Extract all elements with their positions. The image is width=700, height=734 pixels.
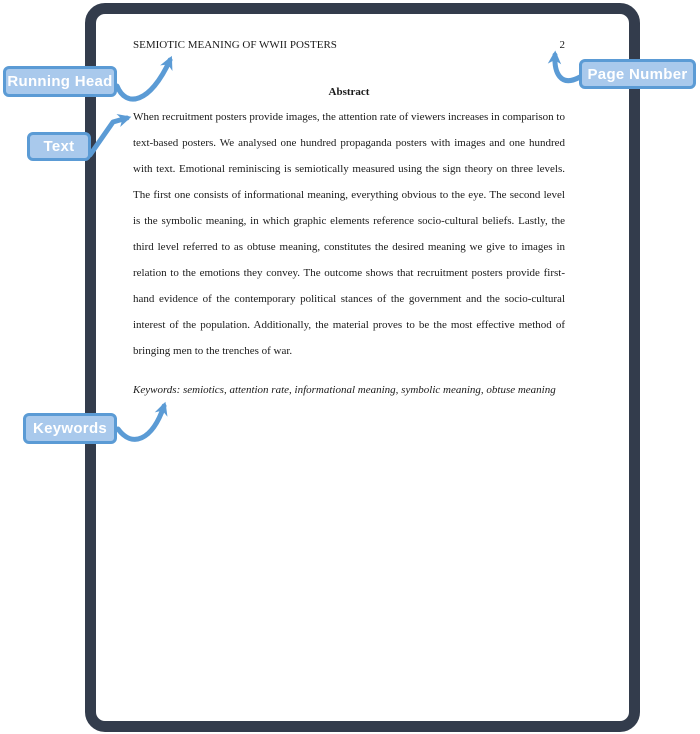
page-header	[133, 39, 565, 51]
keywords-callout: Keywords	[23, 413, 117, 444]
running-head-callout: Running Head	[3, 66, 117, 97]
page-number-text: 2	[559, 39, 565, 51]
running-head-text: SEMIOTIC MEANING OF WWII POSTERS	[133, 39, 337, 51]
text-callout: Text	[27, 132, 91, 161]
abstract-paragraph: When recruitment posters provide images, the attention rate of viewers increases in comparison to text-based posters. We analysed one hundred propaganda posters with images and one hundred with text. Emotional reminiscing is semiotically measured using the sign theory on three levels. The first one consists of informational meaning, everything obvious to the eye. The second level is the symbolic meaning, in which graphic elements reference socio-cultural beliefs. Lastly, the third level referred to as obtuse meaning, constitutes the desired meaning we give to images in relation to the emotions they convey. The outcome shows that recruitment posters provide first-hand evidence of the contemporary political stances of the government and the socio-cultural interest of the population. Additionally, the material proves to be the most effective method of bringing men to the trenches of war.	[133, 111, 565, 357]
page-number-callout: Page Number	[579, 59, 696, 89]
abstract-heading: Abstract	[328, 86, 370, 98]
keywords-text: Keywords: semiotics, attention rate, informational meaning, symbolic meaning, obtuse meaning	[133, 384, 556, 396]
